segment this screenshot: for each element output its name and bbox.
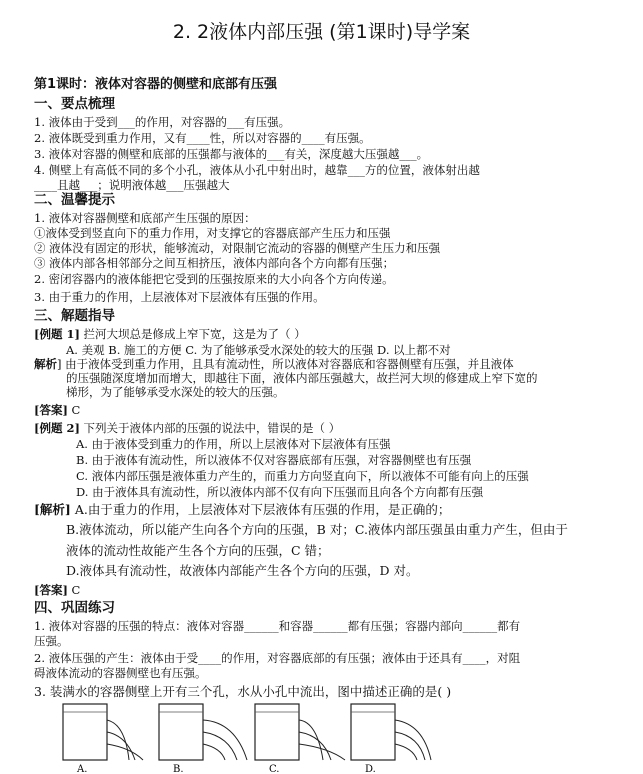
figure-a-label: A. — [77, 764, 88, 774]
text-line: 3. 液体对容器的侧壁和底部的压强都与液体的___有关，深度越大压强越___。 — [34, 147, 429, 161]
analysis-label: [解析] — [34, 502, 71, 517]
text-line: 1. 液体对容器的压强的特点：液体对容器______和容器______都有压强；容器内部向______都有 — [34, 619, 521, 633]
analysis-text: 的压强随深度增加而增大，即越往下面，液体内部压强越大，故拦河大坝的修建成上窄下宽的 — [66, 371, 538, 385]
example-1-options: A. 美观 B. 施工的方便 C. 为了能够承受水深处的较大的压强 D. 以上都不对 — [66, 343, 451, 357]
container-figures — [55, 690, 435, 774]
answer-label: [答案] — [34, 583, 68, 597]
figure-d-label: D. — [365, 764, 376, 774]
option-line: A. 由于液体受到重力的作用，所以上层液体对下层液体有压强 — [76, 437, 391, 451]
section-heading-2: 二、温馨提示 — [34, 192, 115, 208]
answer-label: [答案] — [34, 403, 68, 417]
text-line: ____且越___；说明液体越___压强越大 — [34, 178, 230, 192]
example-1-label: [例题 1] — [34, 327, 80, 341]
text-line: 2. 密闭容器内的液体能把它受到的压强按原来的大小向各个方向传递。 — [34, 272, 394, 286]
text-line: 1. 液体由于受到___的作用，对容器的___有压强。 — [34, 115, 291, 129]
text-line: 压强。 — [34, 634, 69, 648]
text-line: 1. 液体对容器侧壁和底部产生压强的原因： — [34, 211, 256, 225]
text-line: ①液体受到竖直向下的重力作用，对支撑它的容器底部产生压力和压强 — [34, 226, 391, 240]
figure-c-label: C. — [269, 764, 280, 774]
analysis-text: B.液体流动，所以能产生向各个方向的压强，B 对；C.液体内部压强虽由重力产生，但由于 — [66, 522, 568, 537]
text-line: 2. 液体压强的产生：液体由于受____的作用，对容器底部的有压强；液体由于还具有____，对阻 — [34, 651, 521, 665]
figure-a — [63, 704, 143, 774]
analysis-text: ] 由于液体受到重力作用，且具有流动性，所以液体对容器底和容器侧壁有压强，并且液体 — [57, 357, 514, 371]
section-heading-1: 一、要点梳理 — [34, 96, 115, 112]
analysis-text: A.由于重力的作用，上层液体对下层液体有压强的作用，是正确的； — [74, 502, 451, 517]
page-title: 2. 2液体内部压强 (第1课时)导学案 — [172, 21, 471, 43]
figure-d — [351, 704, 431, 774]
analysis-text: 液体的流动性故能产生各个方向的压强，C 错； — [66, 543, 330, 558]
example-2-question: 下列关于液体内部的压强的说法中，错误的是（ ） — [83, 421, 341, 435]
option-line: D. 由于液体具有流动性，所以液体内部不仅有向下压强而且向各个方向都有压强 — [76, 485, 484, 499]
answer-value: C — [71, 403, 81, 417]
text-line: ③ 液体内部各相邻部分之间互相挤压，液体内部向各个方向都有压强； — [34, 256, 395, 270]
text-line: 3. 装满水的容器侧壁上开有三个孔，水从小孔中流出，图中描述正确的是( ) — [34, 684, 452, 699]
text-line: 碍液体流动的容器侧壁也有压强。 — [34, 666, 207, 680]
text-line: 3. 由于重力的作用，上层液体对下层液体有压强的作用。 — [34, 290, 325, 304]
answer-value: C — [71, 583, 81, 597]
section-heading-3: 三、解题指导 — [34, 308, 115, 324]
text-line: 2. 液体既受到重力作用，又有____性，所以对容器的____有压强。 — [34, 131, 371, 145]
option-line: C. 液体内部压强是液体重力产生的，而重力方向竖直向下，所以液体不可能有向上的压强 — [76, 469, 529, 483]
analysis-text: D.液体具有流动性，故液体内部能产生各个方向的压强，D 对。 — [66, 563, 419, 578]
analysis-text: 梯形，为了能够承受水深处的较大的压强。 — [66, 385, 285, 399]
text-line: 4. 侧壁上有高低不同的多个小孔，液体从小孔中射出时，越靠___方的位置，液体射出越 — [34, 163, 480, 177]
lesson-subtitle: 第1课时：液体对容器的侧壁和底部有压强 — [34, 77, 278, 92]
text-line: ② 液体没有固定的形状，能够流动，对限制它流动的容器的侧壁产生压力和压强 — [34, 241, 441, 255]
section-heading-4: 四、巩固练习 — [34, 600, 115, 616]
figure-b-label: B. — [173, 764, 184, 774]
example-2-label: [例题 2] — [34, 421, 80, 435]
figure-b — [159, 704, 247, 774]
option-line: B. 由于液体有流动性，所以液体不仅对容器底部有压强，对容器侧壁也有压强 — [76, 453, 472, 467]
example-1-question: 拦河大坝总是修成上窄下宽，这是为了（ ） — [83, 327, 306, 341]
figure-c — [255, 704, 345, 774]
analysis-label: 解析 — [34, 357, 57, 371]
